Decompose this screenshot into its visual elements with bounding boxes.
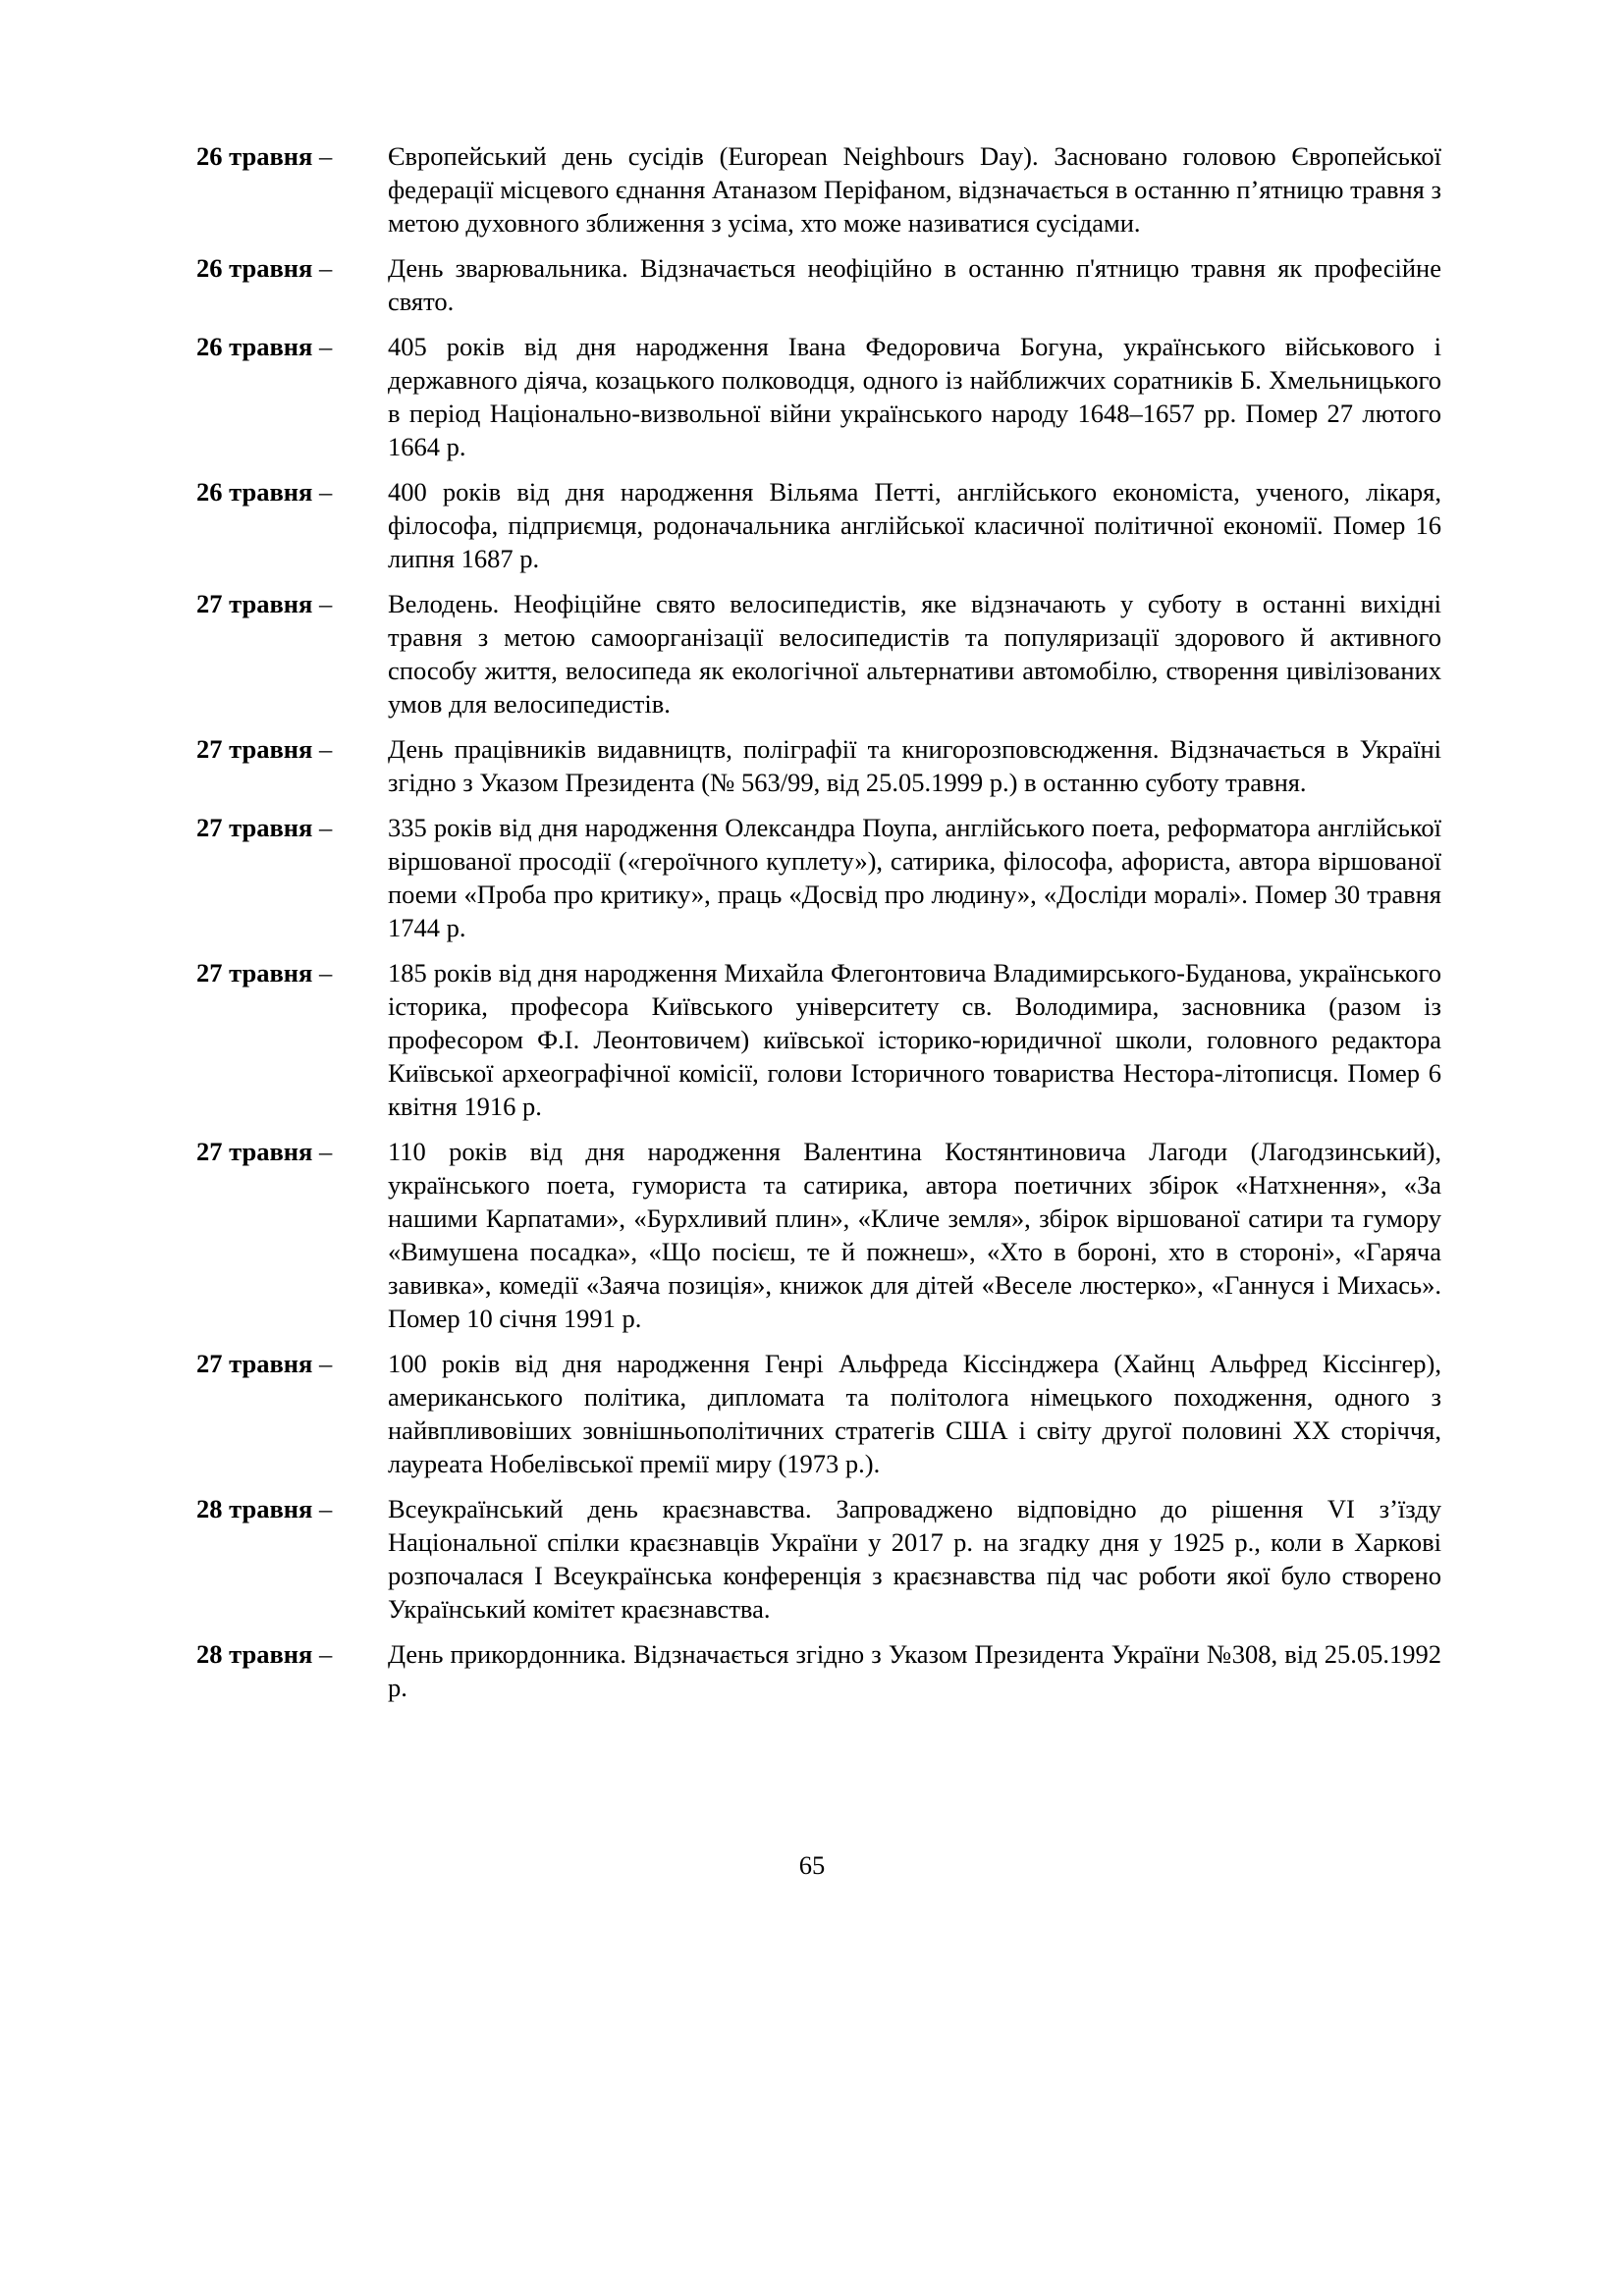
entry-text: 335 років від дня народження Олександра Поупа, англійського поета, реформатора англійської віршованої просодії («героїчного куплету»), сатирика, філософа, афориста, автора віршованої поеми «Проба про критику», праць «Досвід про людину», «Досліди моралі». Помер 30 травня 1744 р. (388, 813, 1441, 942)
entry-heading (196, 330, 332, 363)
calendar-entry (196, 956, 1441, 1123)
entry-heading (196, 732, 332, 766)
entry-heading (196, 251, 332, 285)
entry-text: 405 років від дня народження Івана Федоровича Богуна, українського військового і державного діяча, козацького полководця, одного із найближчих соратників Б. Хмельницького в період Національно-визвольної війни українського народу 1648–1657 рр. Помер 27 лютого 1664 р. (388, 332, 1441, 461)
entry-heading (196, 1637, 332, 1671)
calendar-entry (196, 1347, 1441, 1480)
entry-heading (196, 475, 332, 508)
entry-dash: – (319, 253, 333, 283)
entry-dash: – (319, 1137, 333, 1166)
calendar-entry (196, 330, 1441, 463)
entry-dash: – (319, 1494, 333, 1523)
entry-text: День прикордонника. Відзначається згідно з Указом Президента України №308, від 25.05.1992 р. (388, 1639, 1441, 1702)
calendar-entry (196, 587, 1441, 721)
calendar-entry (196, 251, 1441, 318)
entry-text: День зварювальника. Відзначається неофіційно в останню п'ятницю травня як професійне свято. (388, 253, 1441, 316)
entry-heading (196, 956, 332, 989)
entry-heading (196, 1135, 332, 1168)
entry-date: 27 травня (196, 958, 313, 988)
entry-date: 26 травня (196, 141, 313, 171)
entry-heading (196, 1347, 332, 1380)
entry-dash: – (319, 1349, 333, 1378)
entry-date: 26 травня (196, 253, 313, 283)
calendar-entry (196, 811, 1441, 944)
entry-date: 27 травня (196, 813, 313, 842)
entry-date: 28 травня (196, 1494, 313, 1523)
entry-text: 100 років від дня народження Генрі Альфреда Кіссінджера (Хайнц Альфред Кіссінгер), американського політика, дипломата та політолога німецького походження, одного з найвпливовіших зовнішньополітичних стратегів США і світу другої половині XX сторіччя, лауреата Нобелівської премії миру (1973 р.). (388, 1349, 1441, 1478)
calendar-entry (196, 139, 1441, 240)
entry-text: Європейський день сусідів (European Neighbours Day). Засновано головою Європейської федерації місцевого єднання Атаназом Періфаном, відзначається в останню п’ятницю травня з метою духовного зближення з усіма, хто може називатися сусідами. (388, 141, 1441, 238)
entry-dash: – (319, 958, 333, 988)
entry-text: 400 років від дня народження Вільяма Петті, англійського економіста, ученого, лікаря, філософа, підприємця, родоначальника англійської класичної політичної економії. Помер 16 липня 1687 р. (388, 477, 1441, 573)
entry-text: Велодень. Неофіційне свято велосипедистів, яке відзначають у суботу в останні вихідні травня з метою самоорганізації велосипедистів та популяризації здорового й активного способу життя, велосипеда як екологічної альтернативи автомобілю, створення цивілізованих умов для велосипедистів. (388, 589, 1441, 719)
entry-dash: – (319, 589, 333, 618)
entry-date: 28 травня (196, 1639, 313, 1669)
entry-dash: – (319, 1639, 333, 1669)
page-number: 65 (798, 1850, 826, 1880)
entry-date: 26 травня (196, 477, 313, 507)
entry-text: 110 років від дня народження Валентина Костянтиновича Лагоди (Лагодзинський), українського поета, гумориста та сатирика, автора поетичних збірок «Натхнення», «За нашими Карпатами», «Бурхливий плин», «Кличе земля», збірок віршованої сатири та гумору «Вимушена посадка», «Що посієш, те й пожнеш», «Хто в бороні, хто в стороні», «Гаряча завивка», комедії «Заяча позиція», книжок для дітей «Веселе люстерко», «Ганнуся і Михась». Помер 10 січня 1991 р. (388, 1137, 1441, 1333)
entry-date: 27 травня (196, 589, 313, 618)
entry-dash: – (319, 141, 333, 171)
entry-date: 27 травня (196, 1349, 313, 1378)
entry-heading (196, 811, 332, 844)
entry-dash: – (319, 332, 333, 361)
entry-heading (196, 139, 332, 173)
calendar-entries (196, 139, 1441, 1716)
entry-text: День працівників видавництв, поліграфії та книгорозповсюдження. Відзначається в Україні згідно з Указом Президента (№ 563/99, від 25.05.1999 р.) в останню суботу травня. (388, 734, 1441, 797)
entry-text: 185 років від дня народження Михайла Флегонтовича Владимирського-Буданова, українського історика, професора Київського університету св. Володимира, засновника (разом із професором Ф.І. Леонтовичем) київської історико-юридичної школи, головного редактора Київської археографічної комісії, голови Історичного товариства Нестора-літописця. Помер 6 квітня 1916 р. (388, 958, 1441, 1121)
entry-heading (196, 587, 332, 620)
calendar-entry (196, 475, 1441, 575)
entry-heading (196, 1492, 332, 1525)
entry-date: 26 травня (196, 332, 313, 361)
calendar-entry (196, 1135, 1441, 1335)
calendar-entry (196, 732, 1441, 799)
entry-dash: – (319, 477, 333, 507)
entry-date: 27 травня (196, 734, 313, 764)
calendar-entry (196, 1492, 1441, 1626)
entry-dash: – (319, 734, 333, 764)
entry-text: Всеукраїнський день краєзнавства. Запроваджено відповідно до рішення VI з’їзду Національної спілки краєзнавців України у 2017 р. на згадку дня у 1925 р., коли в Харкові розпочалася І Всеукраїнська конференція з краєзнавства під час роботи якої було створено Український комітет краєзнавства. (388, 1494, 1441, 1624)
entry-dash: – (319, 813, 333, 842)
entry-date: 27 травня (196, 1137, 313, 1166)
calendar-entry (196, 1637, 1441, 1704)
